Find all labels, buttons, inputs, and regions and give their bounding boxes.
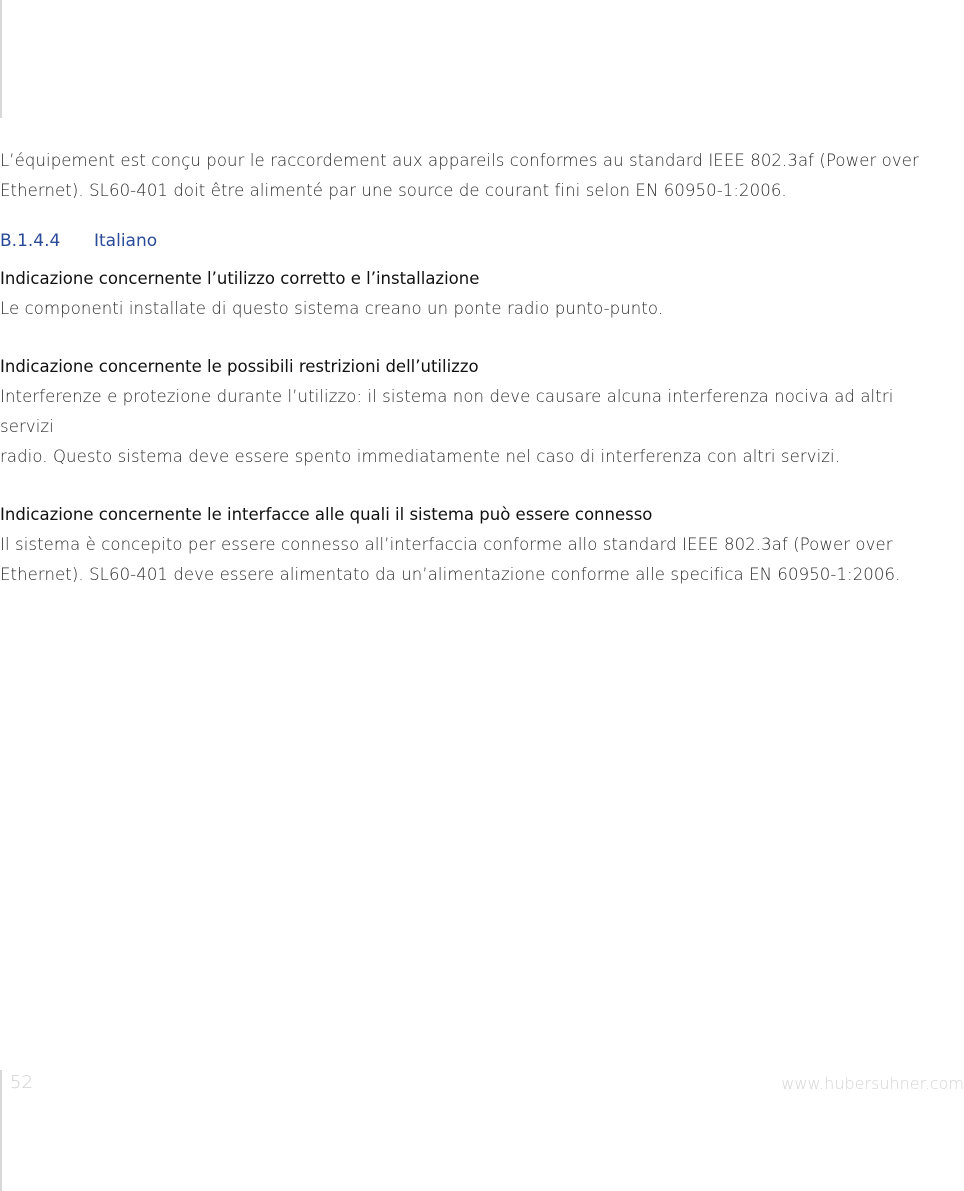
section-number: B.1.4.4 [0, 231, 61, 251]
margin-bar-bottom [0, 1070, 2, 1191]
block-restrictions [0, 352, 950, 472]
footer-url[interactable]: www.hubersuhner.com [781, 1074, 964, 1093]
block-line: Ethernet). SL60-401 deve essere alimentato da un’alimentazione conforme alle specifica EN 60950-1:2006. [0, 565, 901, 584]
margin-bar-top [0, 0, 2, 118]
section-heading [0, 226, 950, 256]
block-heading: Indicazione concernente le possibili restrizioni dell’utilizzo [0, 357, 479, 376]
page-content [0, 146, 950, 590]
block-interfaces [0, 500, 950, 590]
block-heading: Indicazione concernente le interfacce alle quali il sistema può essere connesso [0, 505, 653, 524]
block-line: Interferenze e protezione durante l’utilizzo: il sistema non deve causare alcuna interferenza nociva ad altri servizi [0, 387, 894, 436]
block-correct-use [0, 264, 950, 324]
intro-line-2: Ethernet). SL60-401 doit être alimenté par une source de courant fini selon EN 60950-1:2006. [0, 181, 787, 200]
block-heading: Indicazione concernente l’utilizzo corretto e l’installazione [0, 269, 480, 288]
section-title: Italiano [94, 231, 158, 251]
block-line: Le componenti installate di questo sistema creano un ponte radio punto-punto. [0, 299, 664, 318]
block-line: Il sistema è concepito per essere connesso all’interfaccia conforme allo standard IEEE 802.3af (Power over [0, 535, 893, 554]
block-line: radio. Questo sistema deve essere spento immediatamente nel caso di interferenza con altri servizi. [0, 447, 841, 466]
intro-line-1: L’équipement est conçu pour le raccordement aux appareils conformes au standard IEEE 802.3af (Power over [0, 151, 919, 170]
page-number: 52 [10, 1072, 33, 1093]
intro-paragraph [0, 146, 950, 206]
